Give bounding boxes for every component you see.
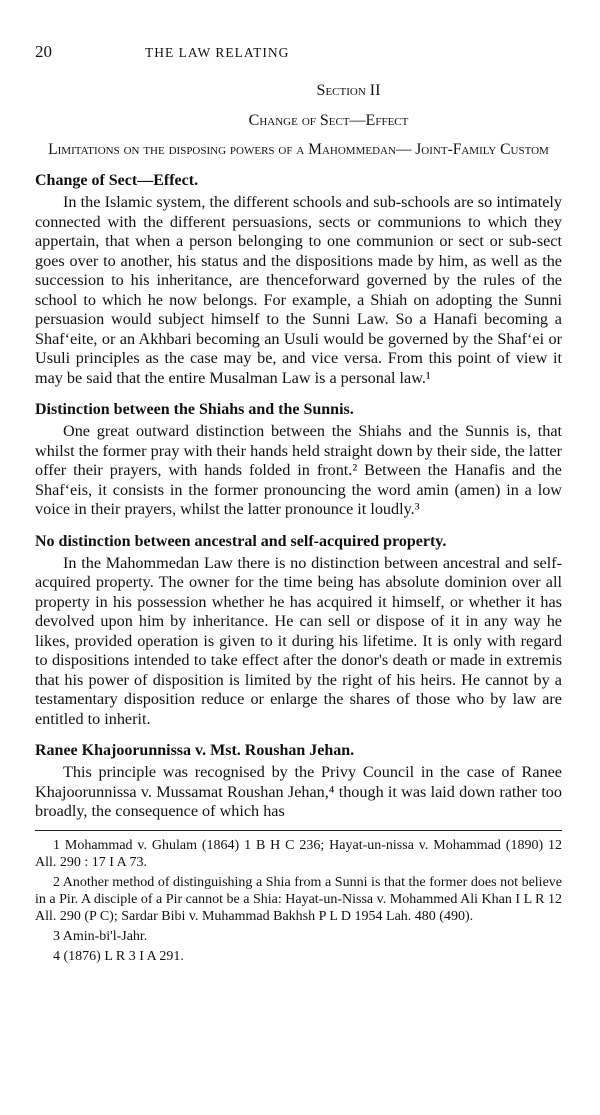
footnotes bbox=[35, 837, 562, 965]
section-heading: Ranee Khajoorunnissa v. Mst. Roushan Jehan. bbox=[35, 742, 355, 759]
section-heading: No distinction between ancestral and self-acquired property. bbox=[35, 532, 447, 550]
body-paragraph: In the Islamic system, the different schools and sub-schools are so intimately connected with the different persuasions, sects or communions to which they appertain, that when a person belonging to one communion or sect or sub-sect goes over to another, his status and the dispositions made by him, as well as the succession to his inheritance, are thenceforward governed by the rules of the school to which he now belongs. For example, a Shiah on adopting the Sunni persuasion would subject himself to the Sunni Law. So a Hanafi becoming a Shaf‘eite, or an Akhbari becoming an Usuli would be governed by the Shaf‘ei or Usuli principles as the case may be, and vice versa. From this point of view it may be said that the entire Musalman Law is a personal law.¹ bbox=[35, 193, 562, 387]
section-change-of-sect bbox=[35, 171, 562, 388]
section-heading: Change of Sect—Effect. bbox=[35, 172, 199, 189]
footnote: 2 Another method of distinguishing a Shia from a Sunni is that the former does not believe in a Pir. A disciple of a Pir cannot be a Shia: Hayat-un-Nissa v. Mohammed Ali Khan I L R 12 All. 290 (P C); Sardar Bibi v. Muhammad Bakhsh P L D 1954 Lah. 480 (490). bbox=[35, 874, 562, 924]
body-paragraph: This principle was recognised by the Privy Council in the case of Ranee Khajoorunnissa v. Mussamat Roushan Jehan,⁴ though it was laid down rather too broadly, the consequence of which has bbox=[35, 763, 562, 820]
running-head bbox=[35, 42, 562, 68]
chapter-title: Change of Sect—Effect bbox=[248, 112, 409, 129]
running-title: THE LAW RELATING bbox=[145, 45, 290, 60]
section-ranee-case bbox=[35, 741, 562, 822]
section-shiahs-sunnis bbox=[35, 400, 562, 520]
section-heading: Distinction between the Shiahs and the Sunnis. bbox=[35, 401, 354, 418]
section-label: Section II bbox=[316, 82, 381, 99]
limitations-subtitle: Limitations on the disposing powers of a Mahommedan— Joint-Family Custom bbox=[48, 141, 549, 158]
section-ancestral-property bbox=[35, 532, 562, 730]
footnote-divider bbox=[35, 830, 562, 831]
footnote: 1 Mohammad v. Ghulam (1864) 1 B H C 236; Hayat-un-nissa v. Mohammad (1890) 12 All. 290 : 17 I A 73. bbox=[35, 837, 562, 870]
footnote: 4 (1876) L R 3 I A 291. bbox=[53, 948, 184, 964]
body-paragraph: In the Mahommedan Law there is no distinction between ancestral and self-acquired property. The owner for the time being has absolute dominion over all property in his possession whether he has acquired it himself, or whether it has devolved upon him by inheritance. He can sell or dispose of it in any way he likes, provided operation is given to it during his lifetime. It is only with regard to dispositions intended to take effect after the donor's death or made in extremis that his power of disposition is limited by the right of his heirs. He cannot by a testamentary disposition reduce or enlarge the shares of those who by law are entitled to inherit. bbox=[35, 553, 562, 728]
footnote: 3 Amin-bi'l-Jahr. bbox=[53, 928, 148, 944]
page-number: 20 bbox=[35, 42, 52, 61]
body-paragraph: One great outward distinction between the Shiahs and the Sunnis is, that whilst the former pray with their hands held straight down by their side, the latter offer their prayers, with hands folded in front.² Between the Hanafis and the Shaf‘eis, it consists in the former pronouncing the word amin (amen) in a low voice in their prayers, whilst the latter pronounce it loudly.³ bbox=[35, 422, 562, 518]
